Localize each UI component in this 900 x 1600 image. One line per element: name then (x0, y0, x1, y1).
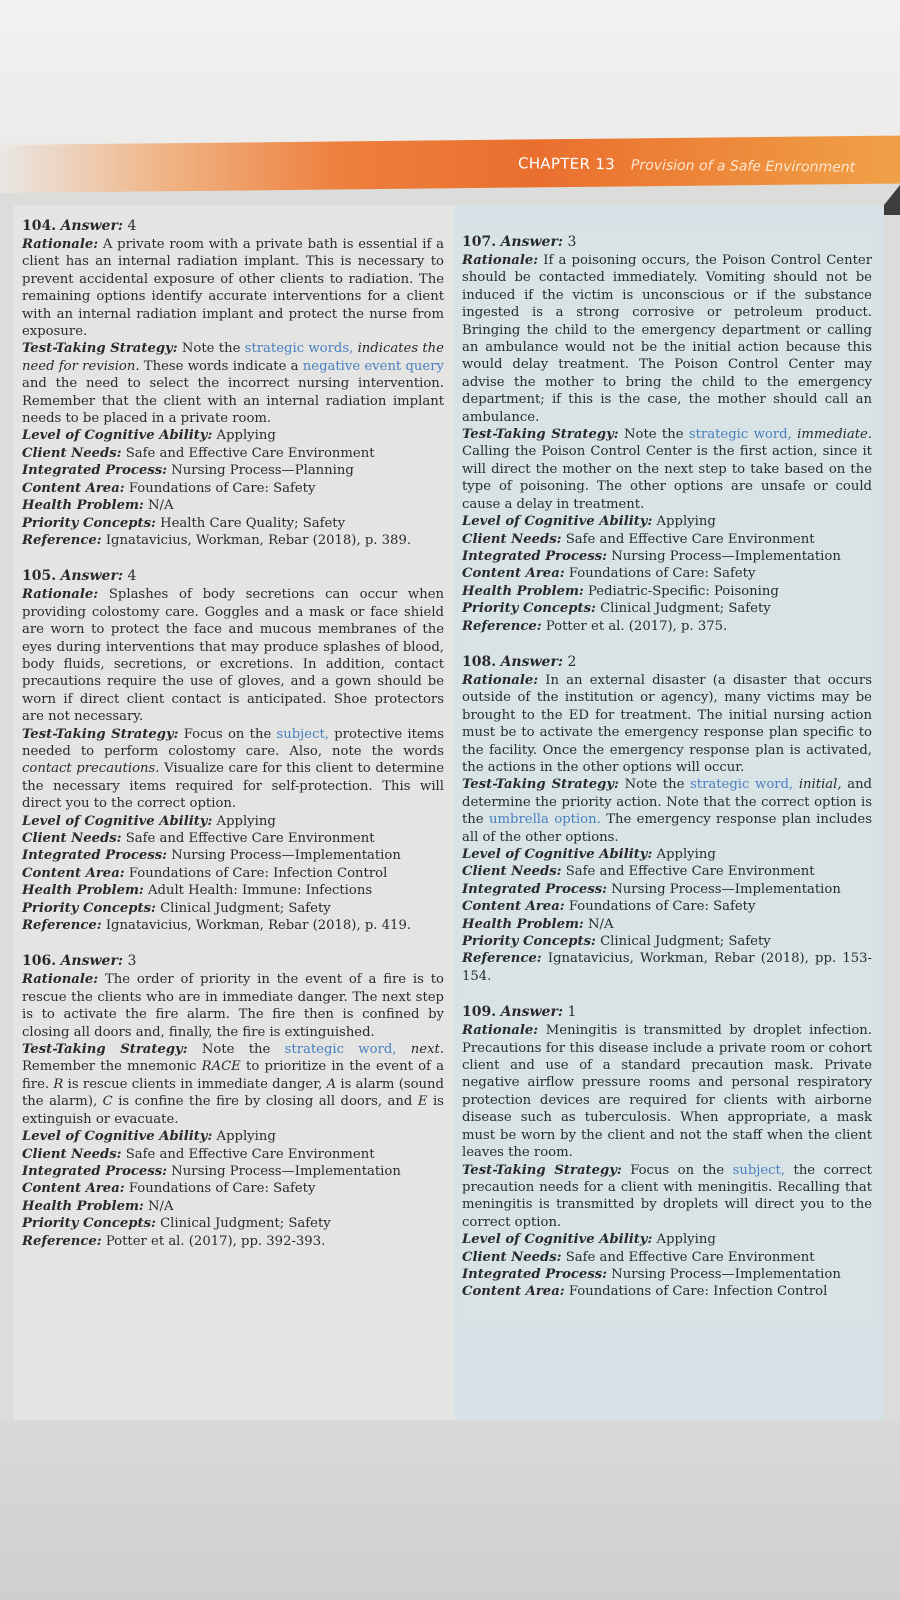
strategy-label: Test-Taking Strategy: (22, 726, 179, 742)
meta-value: Ignatavicius, Workman, Rebar (2018), pp. 153-154. (462, 951, 872, 984)
question-number: 106. (22, 953, 57, 970)
question-number: 109. (462, 1004, 497, 1021)
cognitive-level (22, 813, 444, 830)
meta-value: Nursing Process—Implementation (611, 881, 841, 897)
strategy-text: Note the (201, 1042, 271, 1058)
strategy-label: Test-Taking Strategy: (22, 1042, 188, 1058)
meta-value: Safe and Effective Care Environment (565, 864, 815, 880)
meta-label: Level of Cognitive Ability: (22, 813, 213, 829)
glossary-link: subject, (276, 726, 329, 742)
answer-value: 4 (127, 218, 137, 234)
meta-value: N/A (587, 916, 614, 932)
book-page (14, 205, 884, 1455)
rationale (22, 971, 444, 1041)
test-taking-strategy (462, 776, 872, 846)
meta-label: Reference: (462, 618, 542, 634)
question-number: 104. (22, 218, 57, 234)
meta-label: Health Problem: (22, 883, 144, 899)
meta-value: Potter et al. (2017), pp. 392-393. (105, 1233, 326, 1249)
meta-value: Applying (656, 514, 716, 530)
strategy-text: is alarm (sound the alarm), (22, 1076, 444, 1110)
rationale-text: If a poisoning occurs, the Poison Control Center should be contacted immediately. Vomiting should not be induced if the victim is unconscious or if the substance ingested is a strong corrosive or petroleum product. Bringing the child to the emergency department or calling an ambulance would not be the initial action because this would delay treatment. The Poison Control Center may advise the mother to bring the child to the emergency department; if this is the case, the mother should call an ambulance. (462, 253, 872, 425)
question-number: 105. (22, 568, 57, 585)
answer-value: 3 (567, 234, 577, 250)
meta-label: Integrated Process: (22, 1163, 168, 1179)
answer-heading (22, 567, 444, 585)
answer-heading (22, 952, 444, 970)
content-area (462, 565, 872, 582)
meta-label: Integrated Process: (22, 848, 168, 864)
meta-label: Content Area: (22, 865, 125, 881)
cognitive-level (22, 1128, 444, 1145)
rationale (22, 586, 444, 725)
reference (22, 917, 444, 934)
meta-value: Foundations of Care: Safety (128, 480, 316, 496)
answer-entry-106 (22, 952, 444, 1250)
strategy-text: and determine the priority action. Note that the correct option is the (462, 777, 873, 828)
content-area (22, 480, 444, 497)
strategy-emphasis: R (53, 1076, 64, 1092)
meta-value: Applying (216, 1129, 276, 1145)
answer-entry-107 (462, 233, 872, 635)
left-column (22, 217, 444, 1268)
glossary-link: strategic word, (688, 427, 792, 443)
client-needs (22, 1146, 444, 1163)
rationale (462, 672, 872, 776)
chapter-number: CHAPTER 13 (517, 154, 616, 174)
answer-heading (462, 1003, 872, 1021)
strategy-text: Focus on the (183, 726, 272, 742)
meta-value: Nursing Process—Implementation (611, 548, 841, 564)
strategy-emphasis: RACE (201, 1059, 241, 1075)
health-problem (22, 497, 444, 514)
priority-concepts (22, 900, 444, 917)
meta-value: Applying (656, 1232, 716, 1248)
page-top-margin (0, 0, 900, 150)
meta-value: Adult Health: Immune: Infections (147, 883, 373, 899)
rationale-text: A private room with a private bath is essential if a client has an internal radiation implant. This is necessary to prevent accidental exposure of other clients to radiation. The remaining options identify accurate interventions for a client with an internal radiation implant and protect the nurse from exposure. (22, 237, 444, 340)
meta-value: Applying (656, 847, 716, 862)
strategy-text: and the need to select the incorrect nursing intervention. Remember that the client with an internal radiation implant needs to be placed in a private room. (22, 376, 444, 427)
glossary-link: subject, (732, 1162, 786, 1178)
meta-value: Potter et al. (2017), p. 375. (545, 618, 728, 634)
meta-value: Foundations of Care: Safety (568, 899, 756, 915)
answer-label: Answer: (60, 953, 123, 970)
answer-entry-105 (22, 567, 444, 934)
strategy-emphasis: indicates the need for revision. (22, 341, 444, 374)
meta-value: Foundations of Care: Safety (128, 1181, 316, 1197)
rationale-text: The order of priority in the event of a fire is to rescue the clients who are in immediate danger. The next step is to activate the fire alarm. The fire then is confined by closing all doors and, finally, the fire is extinguished. (22, 972, 444, 1040)
meta-label: Client Needs: (462, 531, 562, 547)
test-taking-strategy (22, 1041, 444, 1128)
meta-value: Health Care Quality; Safety (160, 515, 346, 531)
meta-label: Priority Concepts: (22, 515, 156, 531)
meta-value: Nursing Process—Implementation (611, 1266, 841, 1282)
cognitive-level (462, 846, 872, 863)
client-needs (462, 1249, 872, 1266)
cognitive-level (22, 427, 444, 444)
meta-value: Clinical Judgment; Safety (600, 601, 771, 617)
content-area (22, 865, 444, 882)
meta-label: Integrated Process: (22, 463, 168, 479)
meta-value: Safe and Effective Care Environment (565, 531, 815, 547)
meta-label: Client Needs: (22, 1146, 122, 1162)
meta-label: Level of Cognitive Ability: (462, 1232, 653, 1248)
meta-label: Reference: (462, 951, 542, 967)
chapter-title: Provision of a Safe Environment (630, 157, 856, 176)
strategy-text: Focus on the (630, 1162, 725, 1178)
meta-label: Integrated Process: (462, 881, 608, 897)
strategy-text: is confine the fire by closing all doors, and (118, 1094, 413, 1110)
strategy-text: protective items needed to perform colostomy care. Also, note the words (22, 726, 444, 759)
strategy-label: Test-Taking Strategy: (462, 1162, 622, 1178)
meta-label: Content Area: (462, 1284, 565, 1300)
answer-entry-109 (462, 1003, 872, 1301)
meta-label: Health Problem: (22, 498, 144, 514)
answer-value: 3 (127, 953, 137, 970)
glossary-link: strategic word, (284, 1042, 397, 1058)
strategy-emphasis: C (102, 1094, 113, 1110)
rationale-label: Rationale: (22, 587, 99, 603)
content-area (22, 1180, 444, 1197)
health-problem (22, 1198, 444, 1215)
rationale (462, 252, 872, 426)
meta-value: Safe and Effective Care Environment (125, 1146, 375, 1162)
meta-value: Foundations of Care: Safety (568, 566, 756, 582)
answer-heading (462, 233, 872, 251)
priority-concepts (22, 515, 444, 532)
meta-value: Foundations of Care: Infection Control (128, 865, 388, 881)
meta-value: Applying (216, 813, 276, 829)
priority-concepts (462, 933, 872, 950)
meta-label: Health Problem: (462, 583, 584, 599)
question-number: 108. (462, 653, 497, 670)
meta-value: Pediatric-Specific: Poisoning (587, 583, 779, 599)
strategy-text: Remember the mnemonic (22, 1059, 197, 1075)
meta-label: Client Needs: (462, 1249, 562, 1265)
rationale-label: Rationale: (462, 253, 539, 268)
answer-heading (462, 653, 872, 671)
integrated-process (462, 1266, 872, 1283)
meta-label: Level of Cognitive Ability: (22, 1129, 213, 1145)
rationale-text: In an external disaster (a disaster that occurs outside of the institution or agency), many victims may be brought to the ED for treatment. The initial nursing action must be to activate the emergency response plan specific to the facility. Once the emergency response plan is activated, the actions in the other options will occur. (462, 672, 872, 775)
integrated-process (22, 1163, 444, 1180)
meta-label: Content Area: (462, 899, 565, 915)
meta-value: Foundations of Care: Infection Control (568, 1284, 828, 1300)
meta-label: Integrated Process: (462, 548, 608, 564)
answer-entry-108 (462, 653, 872, 985)
strategy-label: Test-Taking Strategy: (462, 777, 619, 793)
meta-label: Health Problem: (22, 1198, 144, 1214)
page-bottom-margin (0, 1420, 900, 1600)
strategy-label: Test-Taking Strategy: (22, 341, 178, 357)
reference (22, 1233, 444, 1250)
answer-entry-104 (22, 217, 444, 549)
glossary-link: strategic word, (690, 777, 794, 793)
meta-value: Nursing Process—Implementation (171, 1163, 401, 1179)
rationale-label: Rationale: (462, 1023, 539, 1039)
rationale-text: Splashes of body secretions can occur when providing colostomy care. Goggles and a mask or face shield are worn to protect the face and mucous membranes of the eyes during interventions that may produce splashes of blood, body fluids, secretions, or excretions. In addition, contact precautions require the use of gloves, and a gown should be worn if direct client contact is anticipated. Shoe protectors are not necessary. (22, 587, 444, 725)
rationale (462, 1022, 872, 1161)
client-needs (22, 830, 444, 847)
client-needs (462, 863, 872, 880)
strategy-text: Note the (624, 777, 685, 793)
integrated-process (22, 847, 444, 864)
meta-label: Integrated Process: (462, 1266, 608, 1282)
meta-value: Clinical Judgment; Safety (600, 934, 771, 950)
meta-value: Clinical Judgment; Safety (160, 1216, 331, 1232)
answer-value: 2 (567, 653, 577, 670)
content-area (462, 898, 872, 915)
meta-value: Clinical Judgment; Safety (160, 900, 331, 916)
meta-label: Level of Cognitive Ability: (462, 514, 653, 530)
client-needs (22, 445, 444, 462)
meta-label: Priority Concepts: (22, 900, 156, 916)
answer-label: Answer: (60, 218, 123, 234)
reference (22, 532, 444, 549)
rationale-label: Rationale: (22, 972, 99, 988)
answer-heading (22, 217, 444, 235)
answer-label: Answer: (60, 568, 123, 585)
integrated-process (462, 881, 872, 898)
meta-value: Nursing Process—Planning (171, 463, 354, 479)
meta-label: Content Area: (22, 480, 125, 496)
priority-concepts (462, 600, 872, 617)
strategy-text: Note the (181, 341, 241, 357)
strategy-text: Note the (624, 427, 684, 443)
strategy-text: Visualize care for this client to determine the necessary items required for self-protection. This will direct you to the correct option. (22, 761, 445, 812)
meta-value: Safe and Effective Care Environment (125, 831, 375, 846)
meta-label: Content Area: (462, 566, 565, 582)
strategy-emphasis: A (326, 1076, 337, 1092)
priority-concepts (22, 1215, 444, 1232)
meta-label: Client Needs: (22, 445, 122, 461)
strategy-text: These words indicate a (143, 358, 299, 374)
meta-value: Safe and Effective Care Environment (565, 1249, 815, 1265)
strategy-text: Calling the Poison Control Center is the first action, since it will direct the mother on the next step to take based on the type of poisoning. The other options are unsafe or could cause a delay in treatment. (462, 444, 872, 512)
meta-value: Applying (216, 428, 276, 444)
test-taking-strategy (462, 1162, 872, 1232)
glossary-link: negative event query (302, 358, 444, 374)
strategy-text: is extinguish or evacuate. (22, 1094, 444, 1127)
strategy-emphasis: next. (410, 1042, 445, 1058)
meta-label: Level of Cognitive Ability: (22, 428, 213, 444)
strategy-emphasis: initial, (798, 777, 842, 793)
reference (462, 950, 872, 985)
health-problem (462, 583, 872, 600)
strategy-text: The emergency response plan includes all of the other options. (462, 812, 873, 845)
cognitive-level (462, 513, 872, 530)
rationale-label: Rationale: (22, 237, 99, 252)
rationale-text: Meningitis is transmitted by droplet infection. Precautions for this disease include a private room or cohort client and use of a standard precaution mask. Private negative airflow pressure rooms and personal respiratory protection devices are required for clients with airborne disease such as tuberculosis. When appropriate, a mask must be worn by the client and not the staff when the client leaves the room. (462, 1023, 872, 1161)
meta-label: Reference: (22, 532, 102, 548)
glossary-link: umbrella option. (489, 812, 601, 828)
health-problem (22, 882, 444, 899)
meta-label: Priority Concepts: (22, 1216, 156, 1232)
meta-value: Nursing Process—Implementation (171, 848, 401, 864)
meta-value: N/A (147, 498, 174, 514)
meta-label: Health Problem: (462, 916, 584, 932)
test-taking-strategy (22, 726, 444, 813)
meta-label: Level of Cognitive Ability: (462, 847, 653, 862)
glossary-link: strategic words, (244, 341, 354, 357)
meta-value: Safe and Effective Care Environment (125, 445, 375, 461)
meta-value: Ignatavicius, Workman, Rebar (2018), p. 389. (105, 532, 412, 548)
strategy-text: to prioritize in the event of a fire. (22, 1059, 444, 1092)
right-column (458, 229, 878, 1327)
integrated-process (462, 548, 872, 565)
chapter-header (518, 154, 855, 176)
strategy-emphasis: immediate. (797, 427, 873, 443)
rationale-label: Rationale: (462, 672, 539, 688)
test-taking-strategy (462, 426, 872, 513)
meta-label: Client Needs: (462, 864, 562, 880)
answer-label: Answer: (500, 234, 563, 250)
meta-value: Ignatavicius, Workman, Rebar (2018), p. 419. (105, 918, 412, 934)
answer-value: 4 (127, 568, 137, 585)
answer-label: Answer: (500, 1004, 563, 1021)
health-problem (462, 916, 872, 933)
strategy-emphasis: E (417, 1094, 428, 1110)
strategy-label: Test-Taking Strategy: (462, 427, 619, 443)
reference (462, 618, 872, 635)
test-taking-strategy (22, 340, 444, 427)
content-area (462, 1283, 872, 1300)
meta-label: Priority Concepts: (462, 934, 596, 950)
meta-label: Client Needs: (22, 831, 122, 846)
rationale (22, 236, 444, 340)
cognitive-level (462, 1231, 872, 1248)
meta-label: Priority Concepts: (462, 601, 596, 617)
strategy-text: the correct precaution needs for a client with meningitis. Recalling that meningitis is transmitted by droplets will direct you to the correct option. (462, 1162, 872, 1230)
answer-value: 1 (567, 1004, 577, 1021)
question-number: 107. (462, 234, 497, 250)
meta-label: Reference: (22, 918, 102, 934)
strategy-emphasis: contact precautions. (22, 761, 160, 777)
meta-label: Content Area: (22, 1181, 125, 1197)
answer-label: Answer: (500, 653, 563, 670)
client-needs (462, 531, 872, 548)
meta-label: Reference: (22, 1233, 102, 1249)
strategy-text: is rescue clients in immediate danger, (67, 1076, 323, 1092)
meta-value: N/A (147, 1198, 174, 1214)
integrated-process (22, 462, 444, 479)
